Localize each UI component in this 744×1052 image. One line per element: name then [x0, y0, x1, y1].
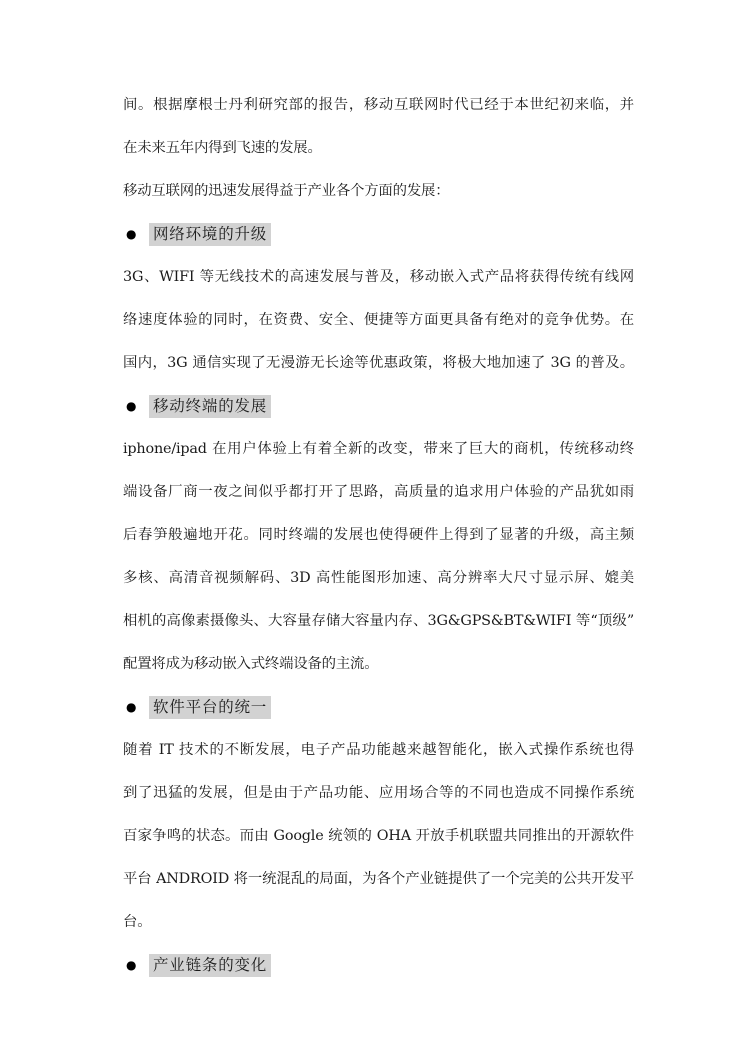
text-line: 配置将成为移动嵌入式终端设备的主流。 [123, 656, 379, 672]
section-heading: 网络环境的升级 [149, 223, 271, 246]
bullet-icon: ● [126, 700, 137, 714]
bullet-heading-row [123, 944, 634, 987]
text-line: 后春笋般遍地开花。同时终端的发展也使得硬件上得到了显著的升级，高主频 [123, 527, 634, 543]
bullet-icon: ● [126, 227, 137, 241]
bullet-icon: ● [126, 958, 137, 972]
text-line: 百家争鸣的状态。而由 Google 统领的 OHA 开放手机联盟共同推出的开源软件 [123, 828, 634, 844]
section-heading: 产业链条的变化 [149, 954, 271, 977]
text-line: 移动互联网的迅速发展得益于产业各个方面的发展： [123, 183, 450, 199]
text-line: 多核、高清音视频解码、3D 高性能图形加速、高分辨率大尺寸显示屏、媲美 [123, 570, 634, 586]
text-line: 络速度体验的同时，在资费、安全、便捷等方面更具备有绝对的竞争优势。在 [123, 312, 634, 328]
page-content [123, 84, 634, 987]
text-line: 在未来五年内得到飞速的发展。 [123, 140, 322, 156]
bullet-heading-row [123, 385, 634, 428]
text-line: 平台 ANDROID 将一统混乱的局面，为各个产业链提供了一个完美的公共开发平 [123, 871, 634, 887]
bullet-icon: ● [126, 399, 137, 413]
section-heading: 软件平台的统一 [149, 696, 271, 719]
bullet-heading-row [123, 213, 634, 256]
text-line: 间。根据摩根士丹利研究部的报告，移动互联网时代已经于本世纪初来临，并 [123, 97, 634, 113]
text-line: 台。 [123, 914, 152, 930]
text-line: iphone/ipad 在用户体验上有着全新的改变，带来了巨大的商机，传统移动终 [123, 441, 634, 457]
text-line: 随着 IT 技术的不断发展，电子产品功能越来越智能化，嵌入式操作系统也得 [123, 742, 634, 758]
text-line: 3G、WIFI 等无线技术的高速发展与普及，移动嵌入式产品将获得传统有线网 [123, 269, 634, 285]
section-heading: 移动终端的发展 [149, 395, 271, 418]
text-line: 到了迅猛的发展，但是由于产品功能、应用场合等的不同也造成不同操作系统 [123, 785, 634, 801]
bullet-heading-row [123, 686, 634, 729]
text-line: 相机的高像素摄像头、大容量存储大容量内存、3G&GPS&BT&WIFI 等“顶级” [123, 613, 634, 629]
text-line: 端设备厂商一夜之间似乎都打开了思路，高质量的追求用户体验的产品犹如雨 [123, 484, 634, 500]
text-line: 国内，3G 通信实现了无漫游无长途等优惠政策，将极大地加速了 3G 的普及。 [123, 355, 634, 371]
